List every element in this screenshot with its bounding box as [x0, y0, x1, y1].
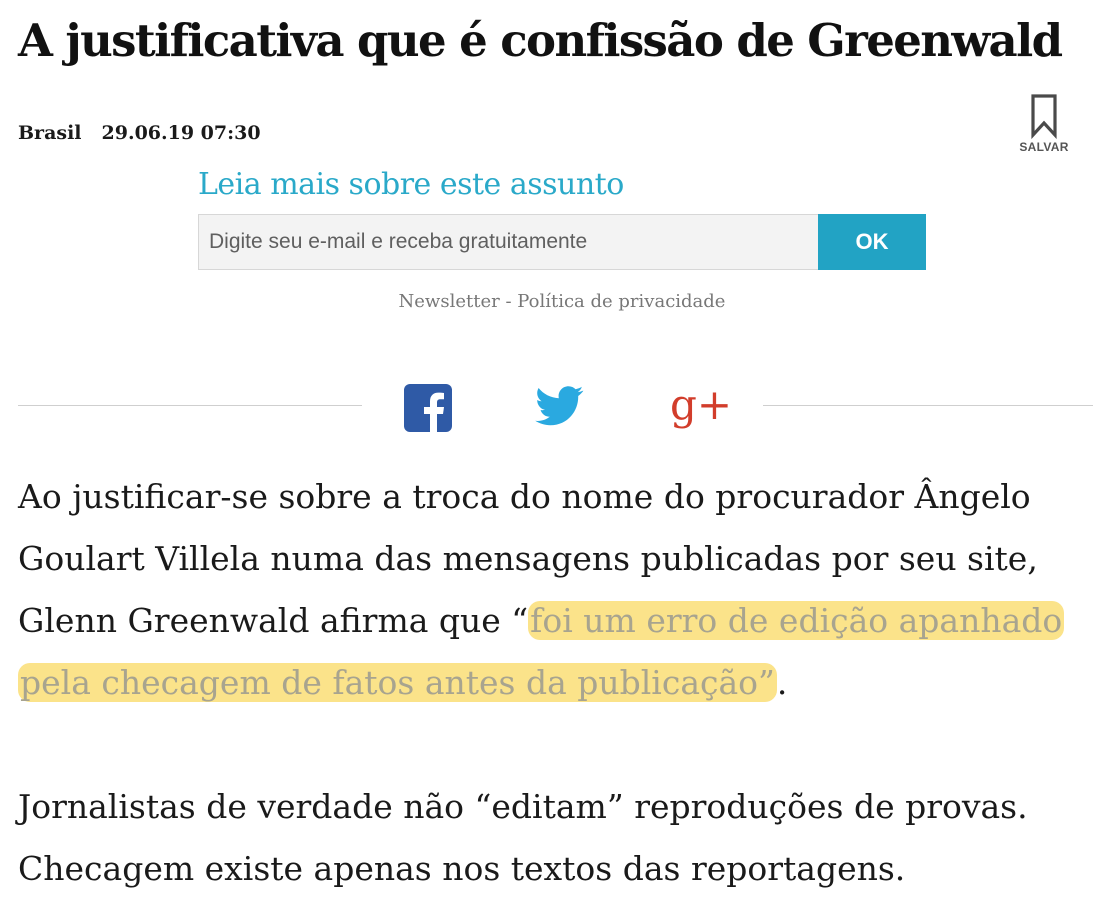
newsletter-heading: Leia mais sobre este assunto — [198, 167, 624, 202]
section-label[interactable]: Brasil — [18, 122, 82, 144]
twitter-icon[interactable] — [536, 381, 584, 429]
subscribe-button[interactable]: OK — [818, 214, 926, 270]
privacy-policy-link[interactable]: Política de privacidade — [517, 291, 726, 312]
google-plus-icon[interactable] — [668, 380, 733, 429]
newsletter-link[interactable]: Newsletter — [398, 291, 500, 312]
highlighted-quote: foi um erro de edição apanhado pela checagem de fatos antes da publicação” — [20, 601, 1063, 702]
paragraph-1-end: . — [776, 663, 788, 702]
article-body — [18, 466, 1086, 900]
link-separator: - — [499, 291, 518, 312]
article-title: A justificativa que é confissão de Greenwald — [18, 14, 1062, 67]
svg-text:g+: g+ — [670, 380, 733, 429]
email-input[interactable] — [198, 214, 818, 270]
save-label: SALVAR — [1019, 140, 1069, 154]
paragraph-1-text: Ao justificar-se sobre a troca do nome do procurador Ângelo Goulart Villela numa das mensagens publicadas por seu site, Glenn Greenwald afirma que “ — [18, 477, 1038, 640]
newsletter-links — [198, 291, 926, 312]
paragraph-2: Jornalistas de verdade não “editam” reproduções de provas. Checagem existe apenas nos textos das reportagens. — [18, 787, 1028, 888]
publish-date: 29.06.19 07:30 — [101, 122, 261, 144]
paragraph-1 — [18, 466, 1086, 714]
share-bar — [18, 377, 1093, 433]
newsletter-form — [198, 214, 926, 270]
share-divider-right — [763, 405, 1093, 406]
bookmark-icon — [1030, 94, 1058, 138]
save-button[interactable] — [1015, 94, 1073, 154]
share-divider-left — [18, 405, 362, 406]
article-meta — [18, 122, 261, 144]
facebook-icon[interactable] — [404, 384, 452, 432]
